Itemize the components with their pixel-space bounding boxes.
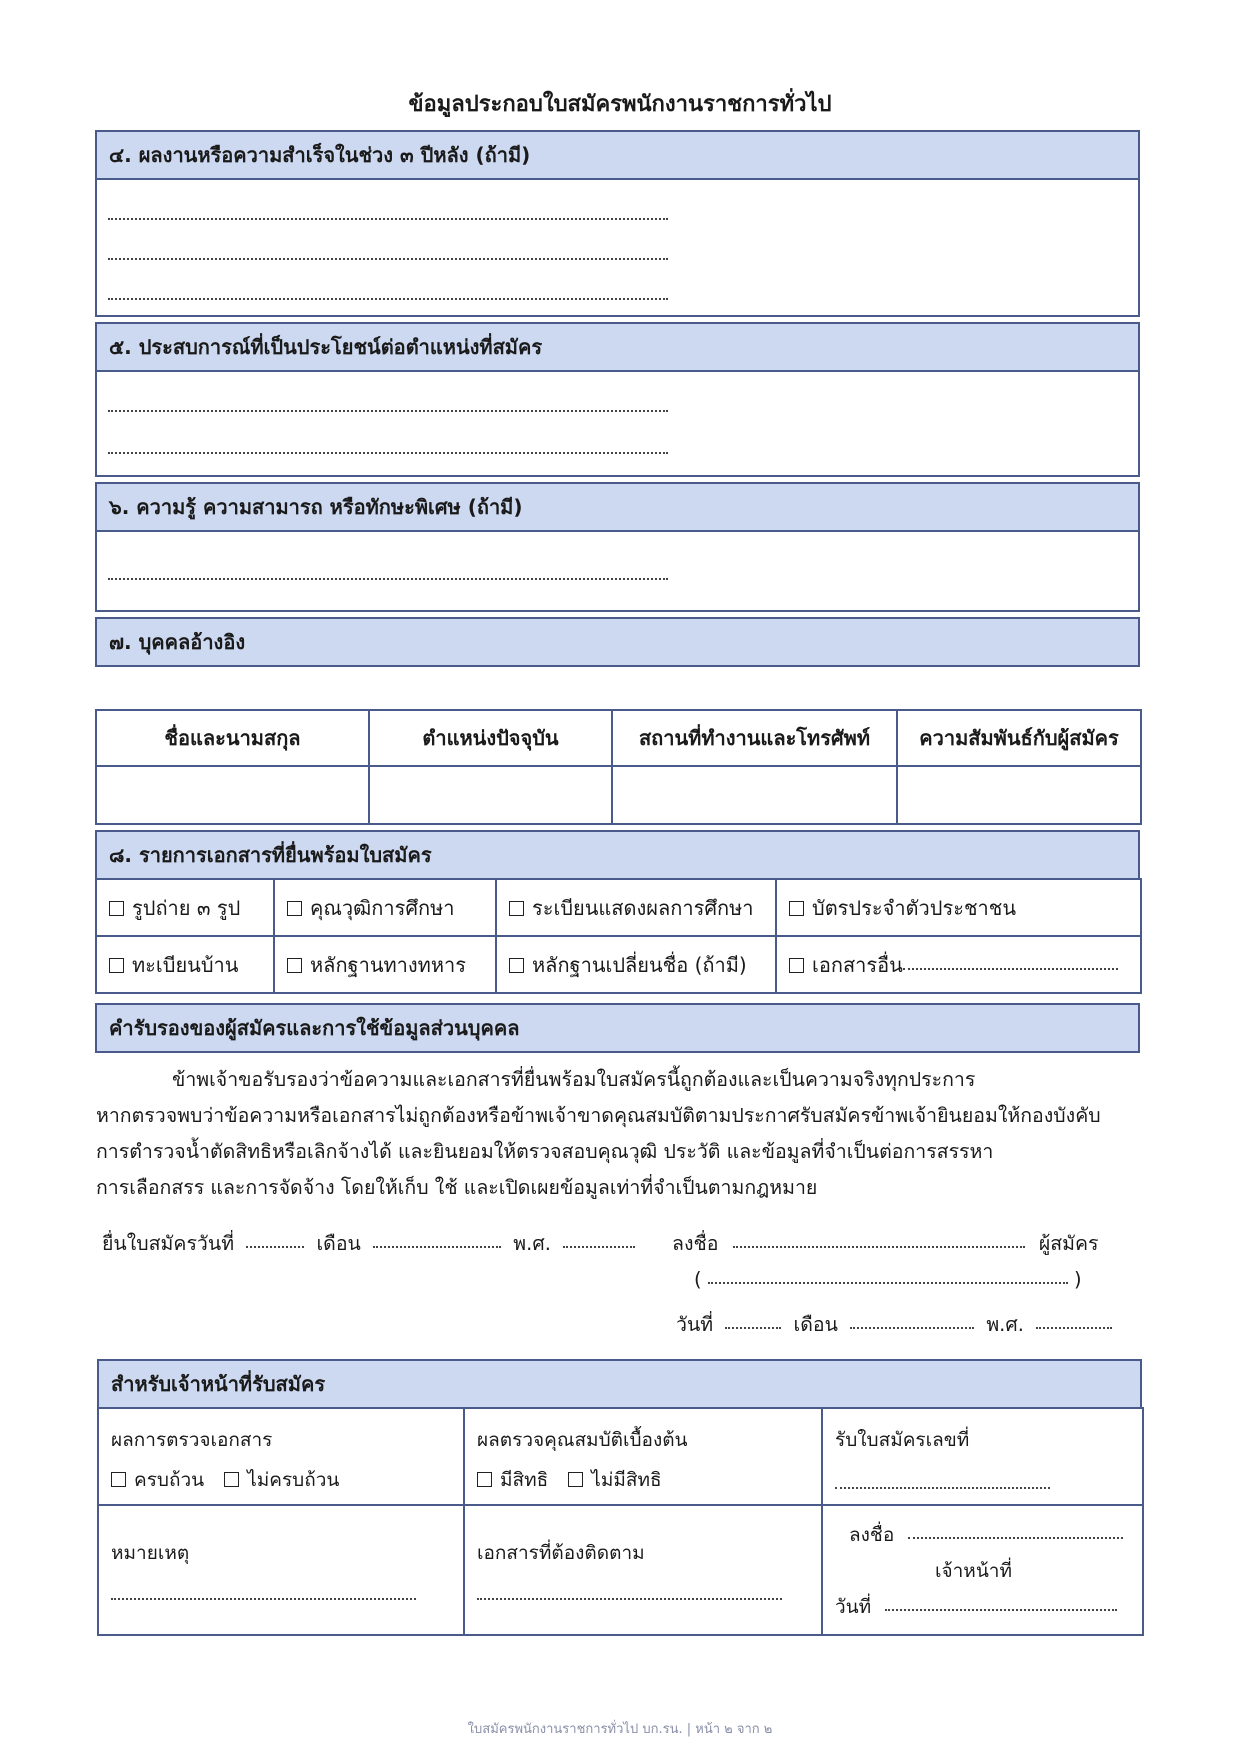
section6-line-1[interactable] bbox=[108, 578, 668, 580]
declaration-header bbox=[95, 1003, 1140, 1053]
doc-item-transcript[interactable]: ระเบียนแสดงผลการศึกษา bbox=[496, 879, 776, 936]
section4-line-2[interactable] bbox=[108, 258, 668, 260]
remark-label: หมายเหตุ bbox=[111, 1542, 190, 1564]
applicant-day-field[interactable] bbox=[725, 1327, 781, 1329]
officer-sign-field[interactable] bbox=[908, 1537, 1123, 1539]
doc-item-house-registration[interactable]: ทะเบียนบ้าน bbox=[96, 936, 274, 993]
ref-col-name: ชื่อและนามสกุล bbox=[96, 710, 369, 766]
checkbox-icon[interactable] bbox=[224, 1472, 239, 1487]
eligible-label: มีสิทธิ bbox=[500, 1469, 549, 1491]
followup-cell bbox=[464, 1505, 822, 1635]
checkbox-icon[interactable] bbox=[509, 901, 524, 916]
staff-header bbox=[97, 1359, 1142, 1409]
applicant-month-field[interactable] bbox=[850, 1327, 974, 1329]
submit-year-label: พ.ศ. bbox=[513, 1232, 551, 1255]
reference-table bbox=[95, 709, 1142, 825]
doc-complete-label: ครบถ้วน bbox=[134, 1469, 205, 1491]
section7-header bbox=[95, 617, 1140, 667]
paren-close: ) bbox=[1074, 1268, 1082, 1291]
declaration-line-4: การเลือกสรร และการจัดจ้าง โดยให้เก็บ ใช้ และเปิดเผยข้อมูลเท่าที่จำเป็นตามกฎหมาย bbox=[96, 1176, 818, 1199]
doc-item-id-card[interactable]: บัตรประจำตัวประชาชน bbox=[776, 879, 1141, 936]
ref-col-relation: ความสัมพันธ์กับผู้สมัคร bbox=[897, 710, 1141, 766]
section4-header bbox=[95, 130, 1140, 180]
section5-line-1[interactable] bbox=[108, 410, 668, 412]
page-footer: ใบสมัครพนักงานราชการทั่วไป บก.รน. | หน้า ๒ จาก ๒ bbox=[467, 1722, 773, 1737]
officer-cell bbox=[822, 1505, 1143, 1635]
receipt-label: รับใบสมัครเลขที่ bbox=[835, 1429, 970, 1451]
declaration-title: คำรับรองของผู้สมัครและการใช้ข้อมูลส่วนบุคคล bbox=[109, 1016, 520, 1040]
doc-item-other[interactable]: เอกสารอื่น bbox=[776, 936, 1141, 993]
followup-label: เอกสารที่ต้องติดตาม bbox=[477, 1542, 645, 1564]
declaration-line-1: ข้าพเจ้าขอรับรองว่าข้อความและเอกสารที่ยื่นพร้อมใบสมัครนี้ถูกต้องและเป็นความจริงทุกประการ bbox=[172, 1068, 976, 1091]
officer-sign-label: ลงชื่อ bbox=[849, 1524, 895, 1546]
applicant-name-field[interactable] bbox=[708, 1282, 1068, 1284]
section5-title: ๕. ประสบการณ์ที่เป็นประโยชน์ต่อตำแหน่งที่สมัคร bbox=[109, 335, 543, 359]
doc-incomplete-label: ไม่ครบถ้วน bbox=[247, 1469, 340, 1491]
submit-month-field[interactable] bbox=[373, 1246, 501, 1248]
applicant-name-row bbox=[694, 1268, 1082, 1291]
followup-field[interactable] bbox=[477, 1598, 782, 1600]
checkbox-icon[interactable] bbox=[287, 901, 302, 916]
ref-col-position: ตำแหน่งปัจจุบัน bbox=[369, 710, 612, 766]
section4-line-1[interactable] bbox=[108, 218, 668, 220]
doc-check-label: ผลการตรวจเอกสาร bbox=[111, 1429, 273, 1451]
ref-cell-name[interactable] bbox=[96, 766, 369, 824]
checkbox-icon[interactable] bbox=[111, 1472, 126, 1487]
qual-check-cell bbox=[464, 1408, 822, 1505]
declaration-line-2: หากตรวจพบว่าข้อความหรือเอกสารไม่ถูกต้องหรือข้าพเจ้าขาดคุณสมบัติตามประกาศรับสมัครข้าพเจ้ายินยอมให้กองบังคับ bbox=[96, 1104, 1101, 1127]
officer-label: เจ้าหน้าที่ bbox=[935, 1560, 1013, 1582]
submit-date-row bbox=[102, 1228, 641, 1259]
declaration-text bbox=[96, 1062, 1156, 1206]
applicant-date-label: วันที่ bbox=[676, 1313, 714, 1336]
checkbox-icon[interactable] bbox=[789, 901, 804, 916]
section6-title: ๖. ความรู้ ความสามารถ หรือทักษะพิเศษ (ถ้ามี) bbox=[109, 495, 523, 519]
applicant-sign-row bbox=[672, 1228, 1099, 1259]
officer-date-field[interactable] bbox=[885, 1609, 1117, 1611]
checkbox-icon[interactable] bbox=[477, 1472, 492, 1487]
section4-line-3[interactable] bbox=[108, 298, 668, 300]
applicant-date-row bbox=[676, 1309, 1118, 1340]
section8-title: ๘. รายการเอกสารที่ยื่นพร้อมใบสมัคร bbox=[109, 843, 432, 867]
section4-title: ๔. ผลงานหรือความสำเร็จในช่วง ๓ ปีหลัง (ถ้ามี) bbox=[109, 143, 531, 167]
checkbox-icon[interactable] bbox=[568, 1472, 583, 1487]
applicant-sign-label: ลงชื่อ bbox=[672, 1232, 719, 1255]
applicant-sign-field[interactable] bbox=[733, 1246, 1025, 1248]
checkbox-icon[interactable] bbox=[287, 958, 302, 973]
doc-item-military[interactable]: หลักฐานทางทหาร bbox=[274, 936, 496, 993]
submit-month-label: เดือน bbox=[316, 1232, 361, 1255]
doc-item-photo[interactable]: รูปถ่าย ๓ รูป bbox=[96, 879, 274, 936]
remark-cell bbox=[98, 1505, 464, 1635]
section5-header bbox=[95, 322, 1140, 372]
declaration-line-3: การตำรวจน้ำตัดสิทธิหรือเลิกจ้างได้ และยินยอมให้ตรวจสอบคุณวุฒิ ประวัติ และข้อมูลที่จำเป็นต่อการสรรหา bbox=[96, 1140, 994, 1163]
checkbox-icon[interactable] bbox=[509, 958, 524, 973]
documents-table bbox=[95, 878, 1142, 994]
submit-year-field[interactable] bbox=[563, 1246, 635, 1248]
submit-date-label: ยื่นใบสมัครวันที่ bbox=[102, 1232, 235, 1255]
paren-open: ( bbox=[694, 1268, 702, 1291]
receipt-cell bbox=[822, 1408, 1143, 1505]
staff-title: สำหรับเจ้าหน้าที่รับสมัคร bbox=[111, 1372, 326, 1396]
doc-item-qualification[interactable]: คุณวุฒิการศึกษา bbox=[274, 879, 496, 936]
ref-cell-workplace[interactable] bbox=[612, 766, 897, 824]
officer-date-label: วันที่ bbox=[835, 1596, 872, 1618]
ref-cell-relation[interactable] bbox=[897, 766, 1141, 824]
staff-table bbox=[97, 1407, 1144, 1636]
doc-other-line[interactable] bbox=[903, 968, 1118, 970]
ref-cell-position[interactable] bbox=[369, 766, 612, 824]
section7-title: ๗. บุคคลอ้างอิง bbox=[109, 630, 246, 654]
ref-col-workplace: สถานที่ทำงานและโทรศัพท์ bbox=[612, 710, 897, 766]
applicant-month-label: เดือน bbox=[793, 1313, 838, 1336]
doc-item-name-change[interactable]: หลักฐานเปลี่ยนชื่อ (ถ้ามี) bbox=[496, 936, 776, 993]
submit-day-field[interactable] bbox=[246, 1246, 304, 1248]
checkbox-icon[interactable] bbox=[789, 958, 804, 973]
applicant-year-label: พ.ศ. bbox=[986, 1313, 1024, 1336]
checkbox-icon[interactable] bbox=[109, 901, 124, 916]
qual-check-label: ผลตรวจคุณสมบัติเบื้องต้น bbox=[477, 1429, 688, 1451]
remark-field[interactable] bbox=[111, 1598, 416, 1600]
checkbox-icon[interactable] bbox=[109, 958, 124, 973]
section6-header bbox=[95, 482, 1140, 532]
applicant-year-field[interactable] bbox=[1036, 1327, 1112, 1329]
not-eligible-label: ไม่มีสิทธิ bbox=[591, 1469, 662, 1491]
applicant-label: ผู้สมัคร bbox=[1038, 1232, 1099, 1255]
receipt-number-field[interactable] bbox=[835, 1487, 1050, 1489]
doc-check-cell bbox=[98, 1408, 464, 1505]
section5-line-2[interactable] bbox=[108, 452, 668, 454]
page-title: ข้อมูลประกอบใบสมัครพนักงานราชการทั่วไป bbox=[408, 92, 832, 117]
section8-header bbox=[95, 830, 1140, 880]
